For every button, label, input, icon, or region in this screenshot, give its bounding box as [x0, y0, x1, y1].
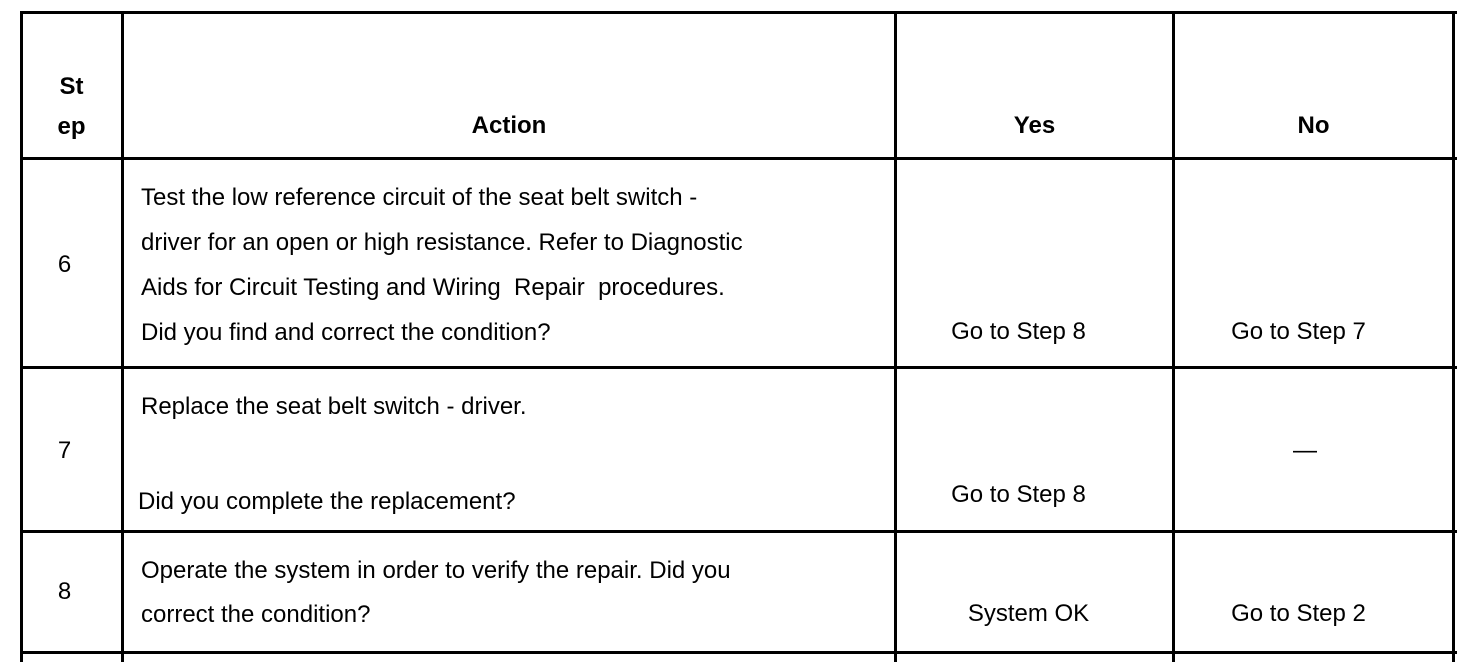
header-no: No: [1297, 112, 1330, 139]
no-result: —: [1293, 437, 1317, 464]
action-line: Did you find and correct the condition?: [141, 319, 551, 346]
action-line: Did you complete the replacement?: [138, 488, 516, 515]
step-number: 7: [57, 437, 72, 464]
action-line: Operate the system in order to verify the repair. Did you: [141, 557, 731, 584]
table-row-divider: [20, 366, 1457, 369]
action-line: Replace the seat belt switch - driver.: [141, 393, 527, 420]
action-line: Test the low reference circuit of the seat belt switch -: [141, 184, 698, 211]
header-action: Action: [471, 112, 547, 139]
no-result: Go to Step 7: [1231, 318, 1366, 345]
table-header-divider: [20, 157, 1457, 160]
table-border-right: [1452, 11, 1455, 662]
action-line: driver for an open or high resistance. Refer to Diagnostic: [141, 229, 743, 256]
action-line: Aids for Circuit Testing and Wiring Repair procedures.: [141, 274, 725, 301]
yes-result: System OK: [967, 600, 1090, 627]
header-yes: Yes: [1013, 112, 1056, 139]
yes-result: Go to Step 8: [951, 318, 1086, 345]
step-number: 6: [57, 251, 72, 278]
header-step-line-2: ep: [57, 113, 86, 140]
table-border-top: [20, 11, 1457, 14]
header-step-line-1: St: [59, 73, 84, 100]
table-row-divider: [20, 530, 1457, 533]
action-line: correct the condition?: [141, 601, 371, 628]
table-border-bottom: [20, 651, 1457, 654]
yes-result: Go to Step 8: [951, 481, 1086, 508]
step-number: 8: [57, 578, 72, 605]
no-result: Go to Step 2: [1231, 600, 1366, 627]
